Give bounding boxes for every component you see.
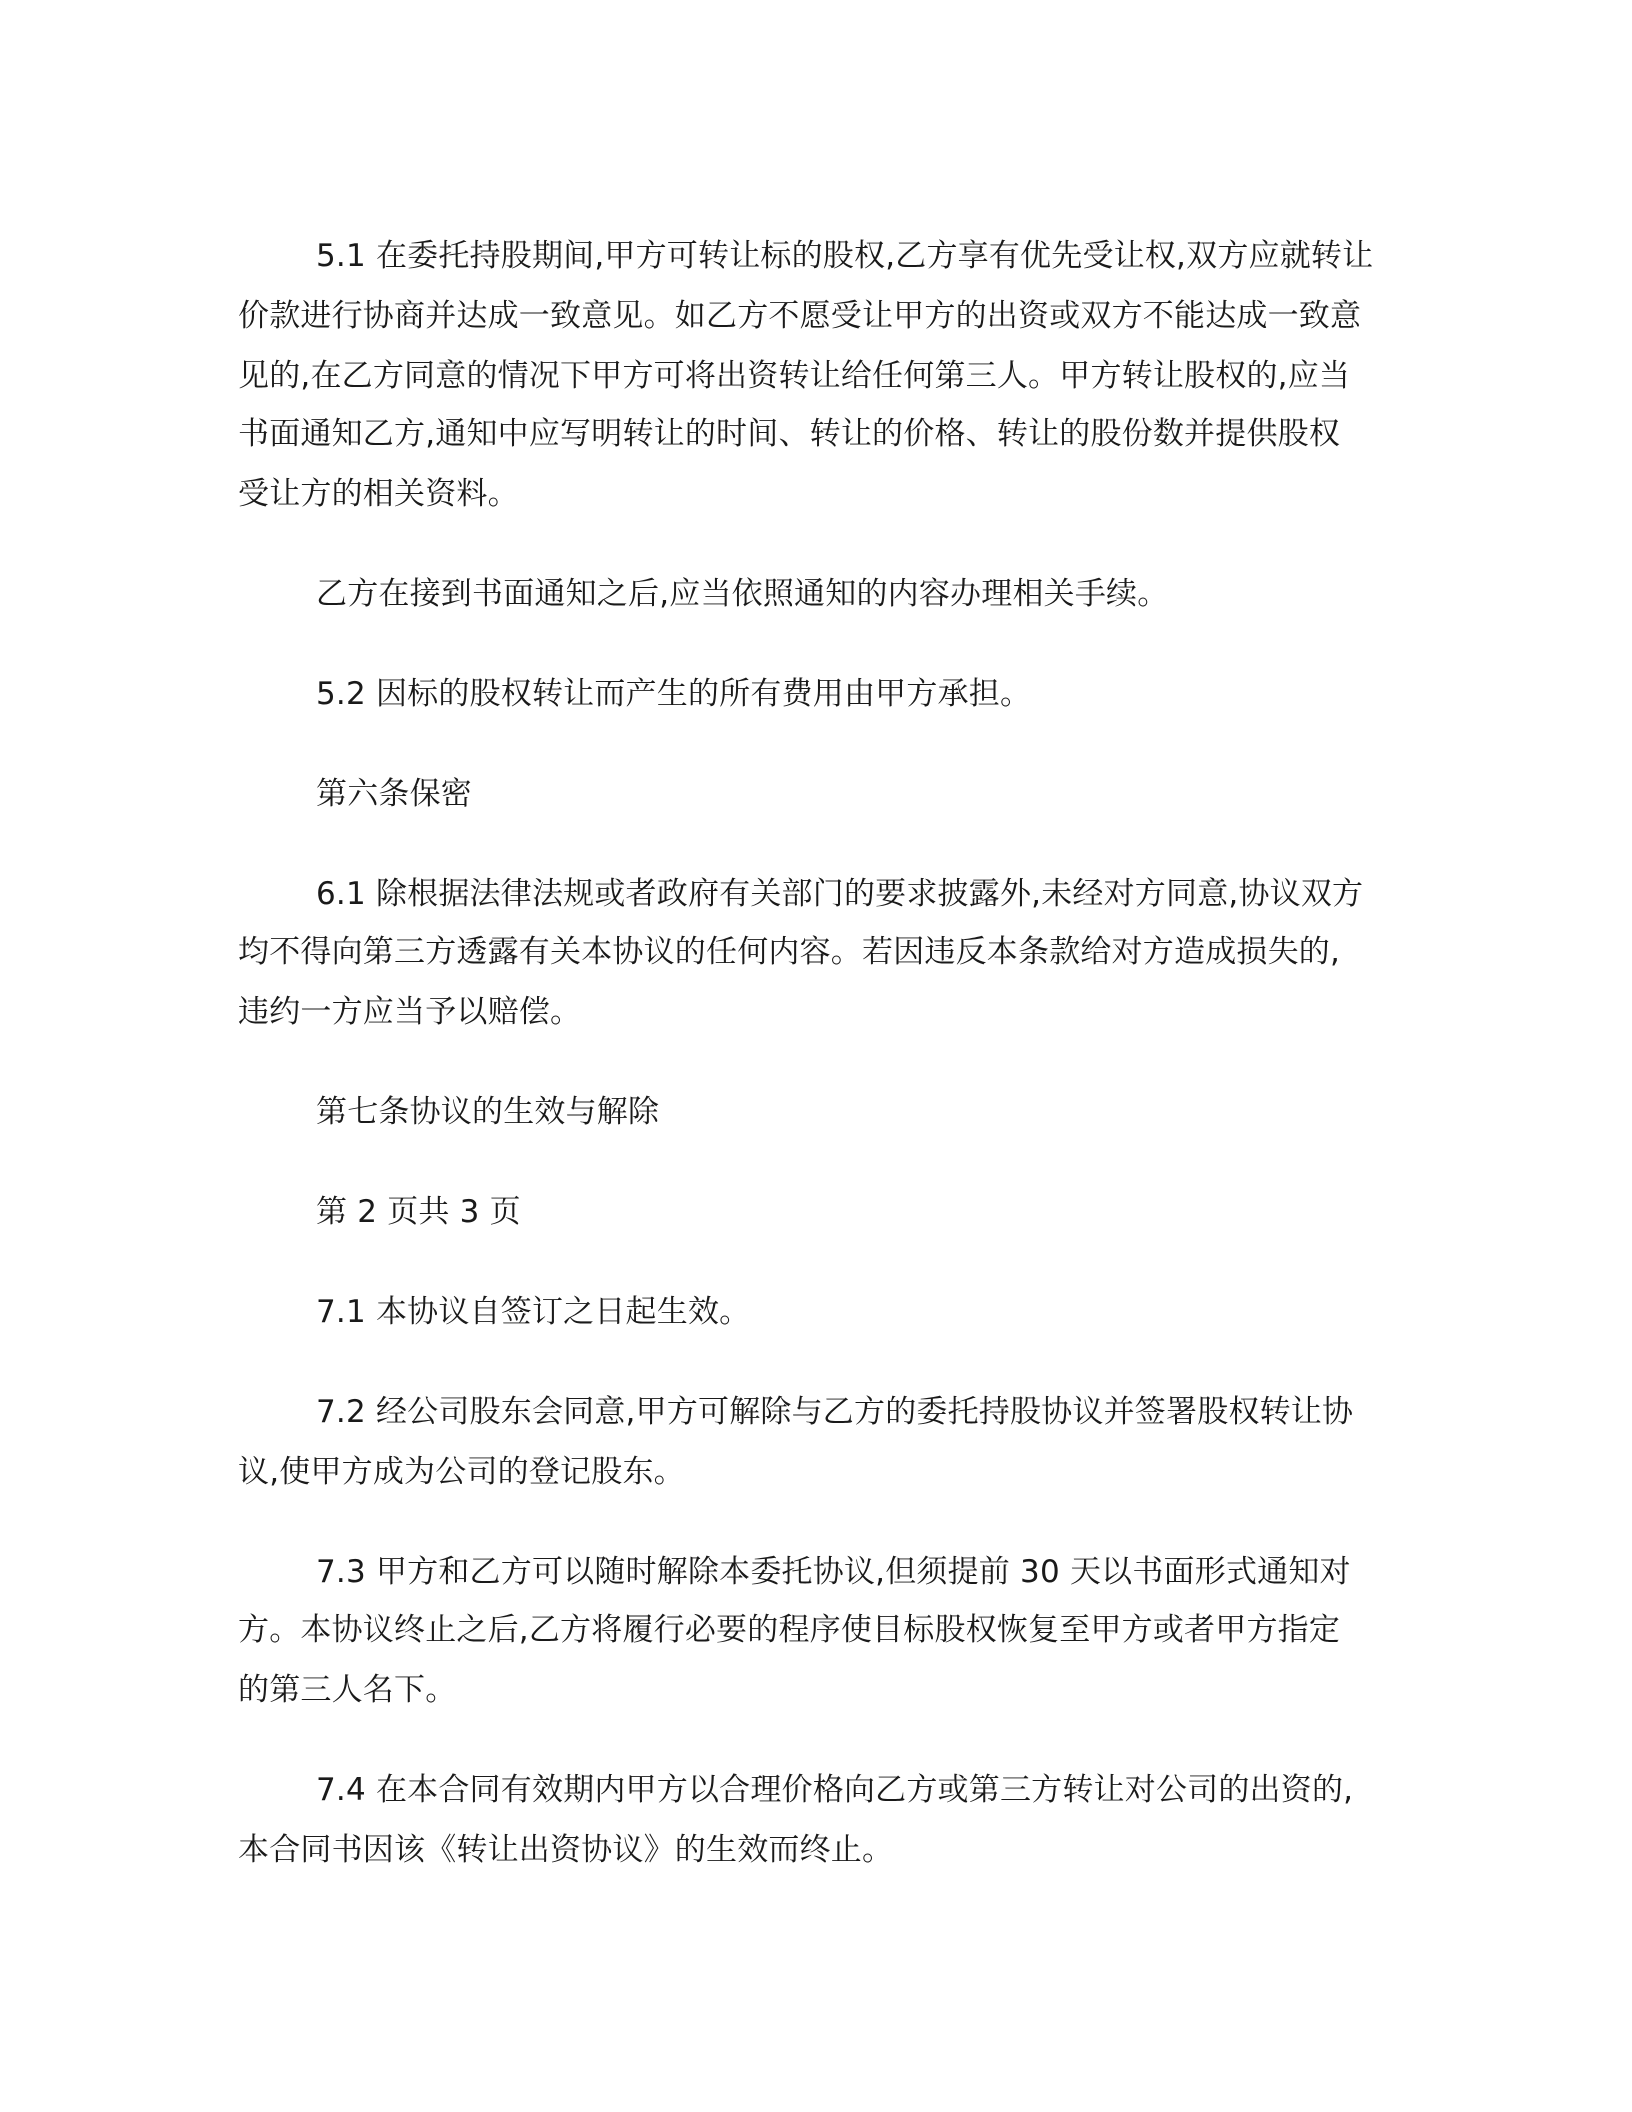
- clause-6-1-line-2: 均不得向第三方透露有关本协议的任何内容。若因违反本条款给对方造成损失的,: [238, 934, 1341, 970]
- clause-7-4-line-2: 本合同书因该《转让出资协议》的生效而终止。: [238, 1832, 894, 1868]
- clause-7-2-line-2: 议,使甲方成为公司的登记股东。: [238, 1454, 685, 1490]
- page-number: 第 2 页共 3 页: [316, 1194, 521, 1230]
- clause-7-3-line-3: 的第三人名下。: [238, 1672, 457, 1708]
- clause-5-1-line-2: 价款进行协商并达成一致意见。如乙方不愿受让甲方的出资或双方不能达成一致意: [238, 298, 1362, 334]
- clause-5-1-line-5: 受让方的相关资料。: [238, 476, 519, 512]
- clause-5-2-line: 5.2 因标的股权转让而产生的所有费用由甲方承担。: [316, 676, 1032, 712]
- clause-7-2-line-1: 7.2 经公司股东会同意,甲方可解除与乙方的委托持股协议并签署股权转让协: [316, 1394, 1354, 1430]
- clause-5-1-line-3: 见的,在乙方同意的情况下甲方可将出资转让给任何第三人。甲方转让股权的,应当: [238, 358, 1351, 394]
- clause-7-3-line-2: 方。本协议终止之后,乙方将履行必要的程序使目标股权恢复至甲方或者甲方指定: [238, 1612, 1341, 1648]
- clause-7-3-line-1: 7.3 甲方和乙方可以随时解除本委托协议,但须提前 30 天以书面形式通知对: [316, 1554, 1351, 1590]
- clause-5-1-line-4: 书面通知乙方,通知中应写明转让的时间、转让的价格、转让的股份数并提供股权: [238, 416, 1341, 452]
- article-6-heading: 第六条保密: [316, 776, 472, 812]
- clause-7-1-line: 7.1 本协议自签订之日起生效。: [316, 1294, 751, 1330]
- clause-5-1-line-1: 5.1 在委托持股期间,甲方可转让标的股权,乙方享有优先受让权,双方应就转让: [316, 238, 1374, 274]
- clause-7-4-line-1: 7.4 在本合同有效期内甲方以合理价格向乙方或第三方转让对公司的出资的,: [316, 1772, 1354, 1808]
- clause-6-1-line-3: 违约一方应当予以赔偿。: [238, 994, 582, 1030]
- article-7-heading: 第七条协议的生效与解除: [316, 1094, 660, 1130]
- clause-6-1-line-1: 6.1 除根据法律法规或者政府有关部门的要求披露外,未经对方同意,协议双方: [316, 876, 1364, 912]
- clause-5-1-notice-line: 乙方在接到书面通知之后,应当依照通知的内容办理相关手续。: [316, 576, 1169, 612]
